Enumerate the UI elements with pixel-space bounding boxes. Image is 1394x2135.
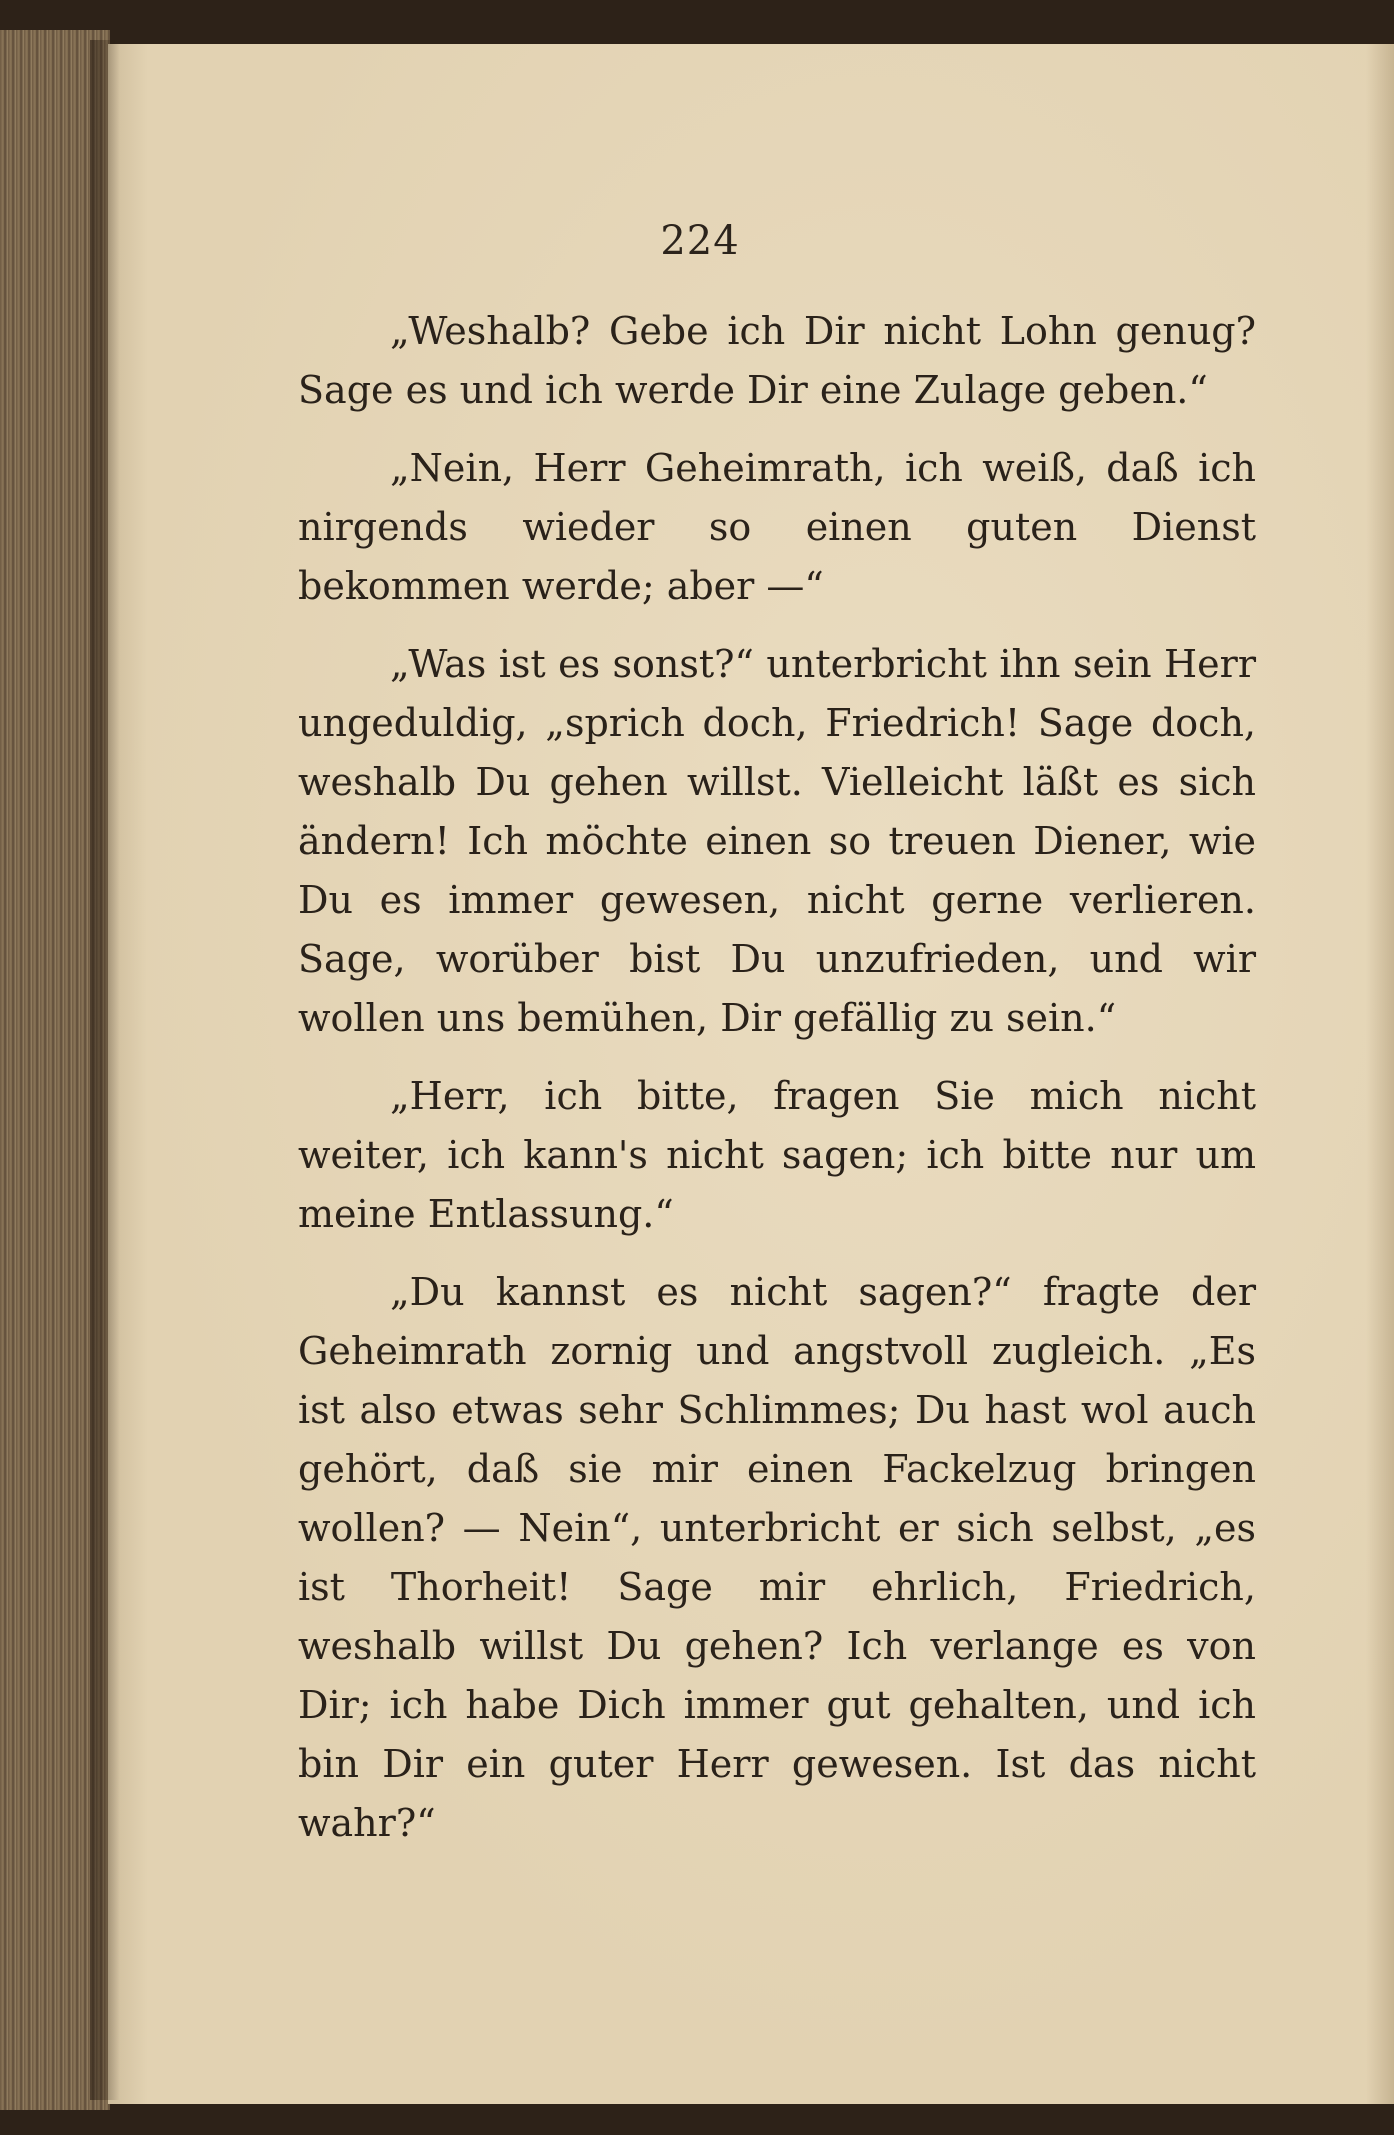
paragraph: „Herr, ich bitte, fragen Sie mich nicht weiter, ich kann's nicht sagen; ich bitte nur um meine Entlassung.“ — [298, 1074, 1256, 1236]
page-number: 224 — [660, 218, 740, 264]
paragraph: „Du kannst es nicht sagen?“ fragte der Geheimrath zornig und angstvoll zugleich. „Es ist also etwas sehr Schlimmes; Du hast wol auch gehört, daß sie mir einen Fackelzug bringen wollen? — Nein“, unterbricht er sich selbst, „es ist Thorheit! Sage mir ehrlich, Friedrich, weshalb willst Du gehen? Ich verlange es von Dir; ich habe Dich immer gut gehalten, und ich bin Dir ein guter Herr gewesen. Ist das nicht wahr?“ — [298, 1270, 1256, 1845]
paragraph: „Weshalb? Gebe ich Dir nicht Lohn genug? Sage es und ich werde Dir eine Zulage geben.“ — [298, 309, 1256, 412]
gutter-shadow — [90, 40, 120, 2100]
paragraph: „Was ist es sonst?“ unterbricht ihn sein Herr ungeduldig, „sprich doch, Friedrich! Sage doch, weshalb Du gehen willst. Vielleicht läßt es sich ändern! Ich möchte einen so treuen Diener, wie Du es immer gewesen, nicht gerne verlieren. Sage, worüber bist Du unzufrieden, und wir wollen uns bemühen, Dir gefällig zu sein.“ — [298, 642, 1256, 1040]
paragraph: „Nein, Herr Geheimrath, ich weiß, daß ich nirgends wieder so einen guten Dienst bekommen werde; aber —“ — [298, 446, 1256, 608]
page-edge-shadow — [1366, 44, 1394, 2104]
body-text — [298, 302, 1256, 1853]
